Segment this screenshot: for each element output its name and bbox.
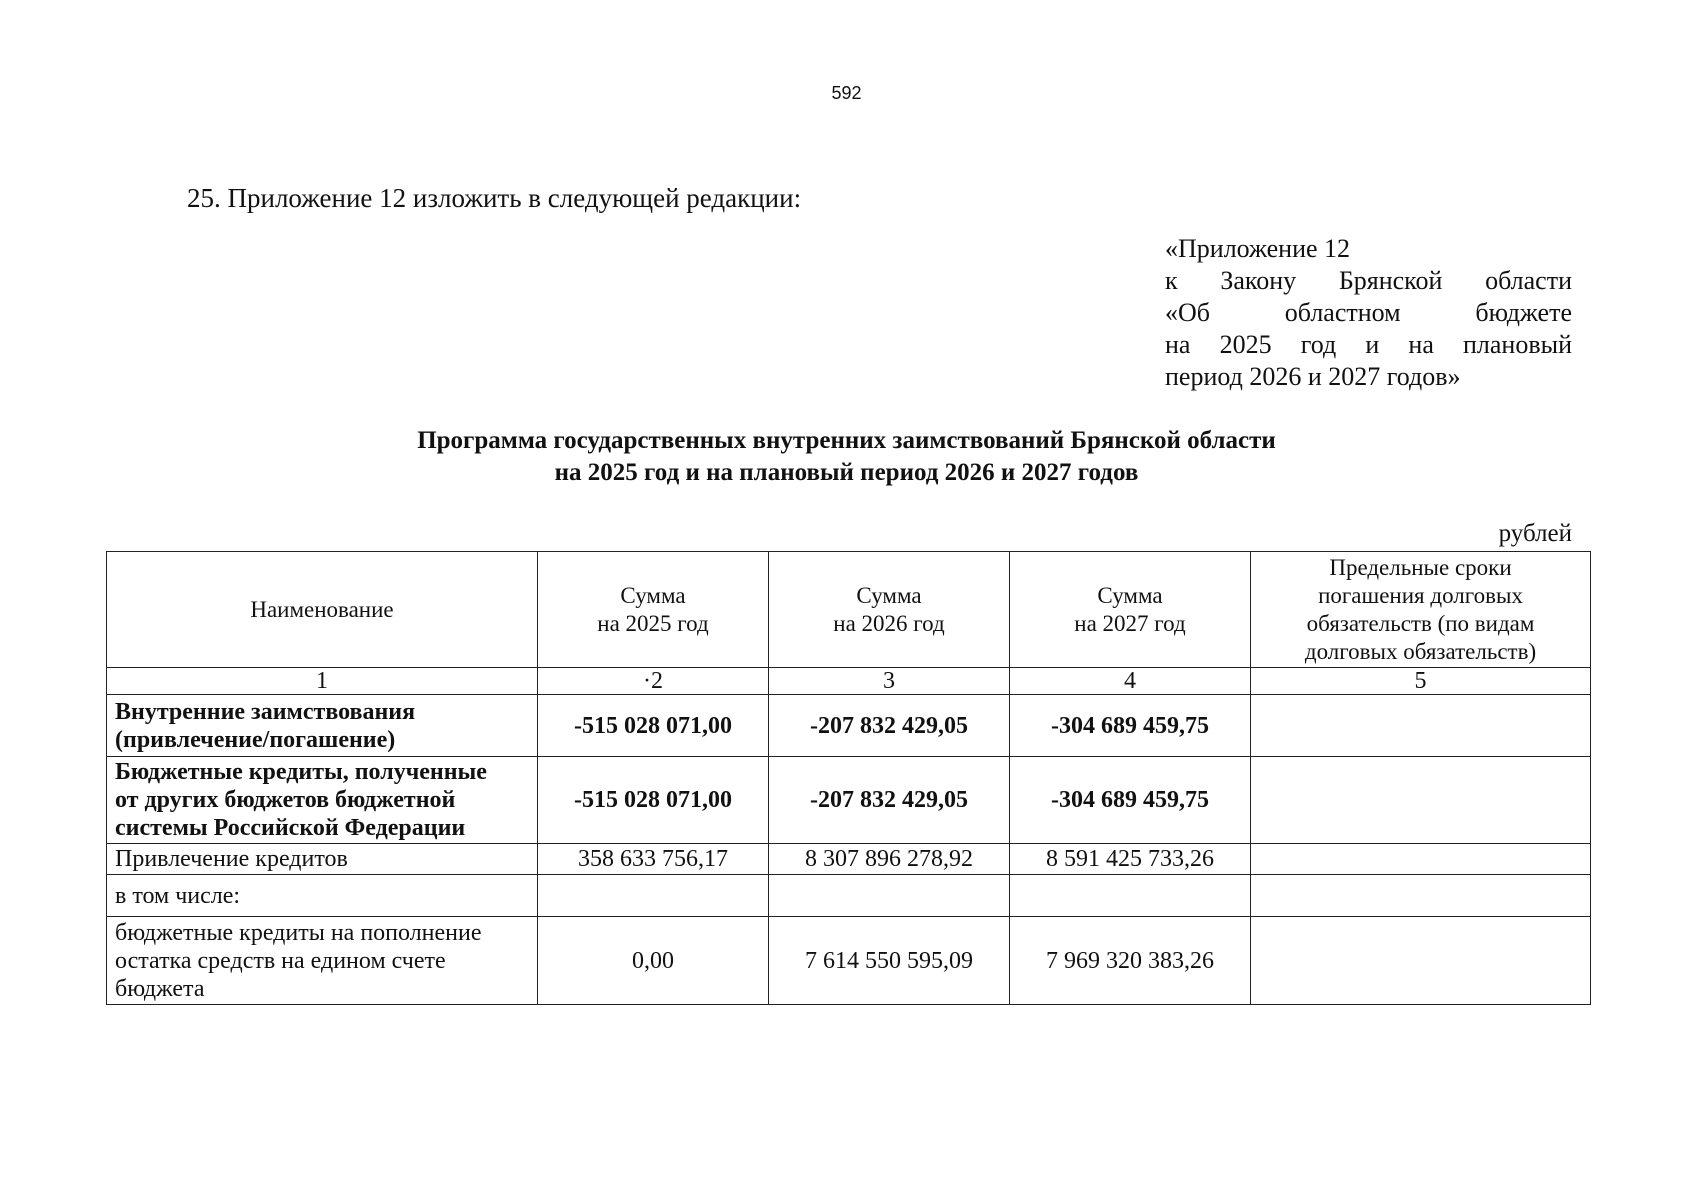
header-sum-2026 [769, 552, 1010, 668]
table-row [107, 757, 1591, 844]
units-label: рублей [1498, 520, 1572, 547]
table-row [107, 875, 1591, 917]
header-line: на 2027 год [1074, 610, 1186, 636]
header-sum-2025 [538, 552, 769, 668]
sum-2027-cell: -304 689 459,75 [1010, 757, 1251, 844]
header-line: Сумма [620, 582, 686, 608]
header-line: Сумма [856, 582, 922, 608]
column-number: 3 [769, 668, 1010, 695]
row-name [107, 875, 538, 917]
sum-2027-cell: 8 591 425 733,26 [1010, 844, 1251, 875]
header-line: на 2026 год [833, 610, 945, 636]
document-title [0, 425, 1693, 489]
sum-2025-cell: -515 028 071,00 [538, 757, 769, 844]
header-line: на 2025 год [597, 610, 709, 636]
row-name-line: остатка средств на едином счете [115, 947, 446, 974]
column-number-row [107, 668, 1591, 695]
column-number: 5 [1251, 668, 1591, 695]
header-line: Предельные сроки [1329, 554, 1512, 580]
document-title-line: на 2025 год и на плановый период 2026 и 2027 годов [554, 459, 1139, 486]
table-row [107, 844, 1591, 875]
terms-cell [1251, 757, 1591, 844]
document-title-line: Программа государственных внутренних заимствований Брянской области [417, 427, 1276, 454]
borrowing-table [106, 551, 1591, 1005]
table-header-row [107, 552, 1591, 668]
row-name-line: от других бюджетов бюджетной [115, 787, 456, 813]
row-name-line: в том числе: [115, 882, 241, 909]
sum-2026-cell: 8 307 896 278,92 [769, 844, 1010, 875]
sum-2025-cell: 358 633 756,17 [538, 844, 769, 875]
column-number: 4 [1010, 668, 1251, 695]
amendment-instruction: 25. Приложение 12 изложить в следующей редакции: [187, 183, 802, 213]
row-name-line: системы Российской Федерации [115, 815, 466, 841]
header-line: Сумма [1097, 582, 1163, 608]
table-row [107, 695, 1591, 757]
sum-2026-cell: -207 832 429,05 [769, 695, 1010, 757]
row-name-line: бюджета [115, 975, 205, 1002]
row-name-line: бюджетные кредиты на пополнение [115, 919, 482, 946]
header-line: обязательств (по видам [1306, 610, 1535, 636]
terms-cell [1251, 917, 1591, 1005]
header-line: долговых обязательств) [1304, 638, 1537, 664]
row-name-line: Бюджетные кредиты, полученные [115, 759, 487, 785]
appendix-line: к Закону Брянской области [1165, 266, 1572, 295]
sum-2026-cell: 7 614 550 595,09 [769, 917, 1010, 1005]
header-name: Наименование [107, 552, 538, 668]
appendix-line: период 2026 и 2027 годов» [1165, 362, 1461, 391]
sum-2026-cell: -207 832 429,05 [769, 757, 1010, 844]
table-row [107, 917, 1591, 1005]
row-name [107, 757, 538, 844]
sum-2027-cell [1010, 875, 1251, 917]
row-name-line: Привлечение кредитов [115, 846, 348, 872]
terms-cell [1251, 695, 1591, 757]
header-repayment-terms [1251, 552, 1591, 668]
header-line: погашения долговых [1318, 582, 1523, 608]
appendix-line: на 2025 год и на плановый [1165, 330, 1572, 359]
sum-2025-cell: 0,00 [538, 917, 769, 1005]
row-name [107, 695, 538, 757]
appendix-line: «Об областном бюджете [1165, 298, 1572, 327]
row-name [107, 917, 538, 1005]
row-name [107, 844, 538, 875]
sum-2025-cell [538, 875, 769, 917]
column-number: ·2 [538, 668, 769, 695]
sum-2027-cell: -304 689 459,75 [1010, 695, 1251, 757]
page-number: 592 [831, 83, 862, 103]
sum-2025-cell: -515 028 071,00 [538, 695, 769, 757]
appendix-line: «Приложение 12 [1165, 234, 1351, 263]
row-name-line: Внутренние заимствования [115, 698, 416, 725]
terms-cell [1251, 844, 1591, 875]
appendix-header [1165, 233, 1572, 393]
column-number: 1 [107, 668, 538, 695]
sum-2027-cell: 7 969 320 383,26 [1010, 917, 1251, 1005]
sum-2026-cell [769, 875, 1010, 917]
header-sum-2027 [1010, 552, 1251, 668]
row-name-line: (привлечение/погашение) [115, 726, 396, 753]
terms-cell [1251, 875, 1591, 917]
